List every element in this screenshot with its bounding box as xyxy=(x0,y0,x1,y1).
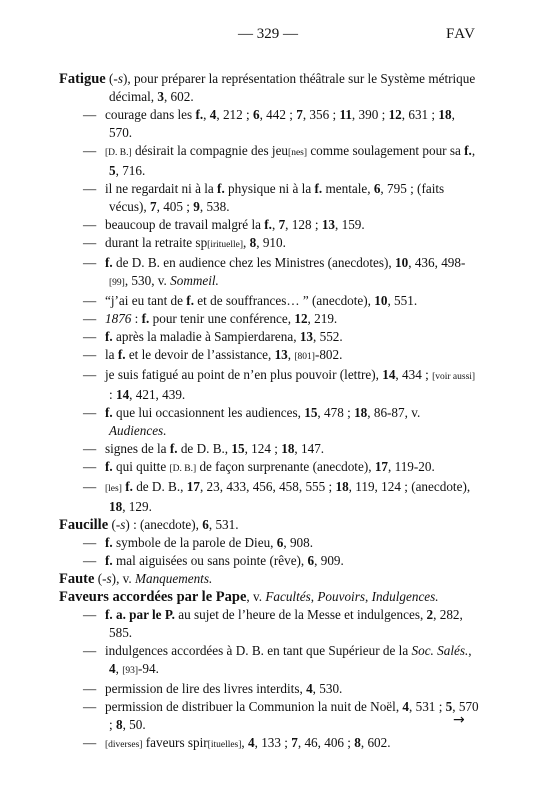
headword: Faveurs accordées par le Pape xyxy=(59,589,247,605)
text: (- xyxy=(108,517,121,532)
volume-ref: 10 xyxy=(374,293,388,308)
text: ) : (anecdote), xyxy=(125,517,203,532)
text: , 531 ; xyxy=(409,699,446,714)
dash: — xyxy=(83,699,97,714)
volume-ref: 12 xyxy=(294,311,308,326)
text: (- xyxy=(105,71,118,86)
text: physique ni à la xyxy=(224,181,315,196)
text: , 716. xyxy=(115,163,146,178)
text: signes de la xyxy=(105,441,170,456)
volume-ref: 10 xyxy=(395,255,409,270)
volume-ref: 18 xyxy=(281,441,295,456)
text: faveurs spir xyxy=(142,735,208,750)
text: ), v. xyxy=(111,571,135,586)
subentry xyxy=(59,552,479,570)
volume-ref: 8 xyxy=(115,717,123,732)
index-entries xyxy=(59,70,479,754)
volume-ref: 14 xyxy=(115,387,130,402)
entry-faute xyxy=(59,570,479,588)
editorial-insert: [99] xyxy=(109,278,125,288)
text: , xyxy=(115,661,123,676)
abbrev: f. xyxy=(314,181,323,196)
text: , 282, 585. xyxy=(109,607,463,640)
text: , 602. xyxy=(163,89,194,104)
subentry xyxy=(59,142,479,180)
subentry xyxy=(59,254,479,292)
headword: Faucille xyxy=(59,517,109,533)
text: , 159. xyxy=(335,217,365,232)
editorial-insert: [voir aussi] xyxy=(432,372,476,382)
dash: — xyxy=(83,479,97,494)
text: beaucoup de travail malgré la xyxy=(105,217,265,232)
entry-faveurs xyxy=(59,588,479,606)
text: , 795 ; (faits vécus), xyxy=(109,181,445,214)
headword: Faute xyxy=(59,571,95,587)
dash: — xyxy=(83,735,97,750)
text: de façon surprenante (anecdote), xyxy=(196,459,375,474)
text: , 530, v. xyxy=(124,273,171,288)
text: symbole de la parole de Dieu, xyxy=(112,535,277,550)
subentry xyxy=(59,440,479,458)
text: , 86-87, v. xyxy=(367,405,421,420)
volume-ref: 13 xyxy=(299,329,313,344)
entry-faucille xyxy=(59,516,479,534)
text: , 390 ; xyxy=(351,107,389,122)
dash: — xyxy=(83,311,97,326)
abbrev: f. xyxy=(464,143,472,158)
abbrev: f. xyxy=(105,405,113,420)
text: -94. xyxy=(138,661,159,676)
subentry xyxy=(59,534,479,552)
text: : xyxy=(131,311,142,326)
volume-ref: 8 xyxy=(354,735,361,750)
subentry xyxy=(59,328,479,346)
volume-ref: 3 xyxy=(157,89,164,104)
dash: — xyxy=(83,681,97,696)
volume-ref: 17 xyxy=(186,479,200,494)
year: 1876 xyxy=(105,311,132,326)
text: , xyxy=(271,217,279,232)
abbrev: f. xyxy=(125,479,133,494)
dash: — xyxy=(83,441,97,456)
text: durant la retraite sp xyxy=(105,235,208,250)
text: , 119, 124 ; (anecdote), xyxy=(348,479,471,494)
text: , 405 ; xyxy=(156,199,194,214)
subentry xyxy=(59,458,479,478)
abbrev: f. xyxy=(105,459,113,474)
text: , 23, 433, 456, 458, 555 ; xyxy=(199,479,336,494)
subentry xyxy=(59,292,479,310)
text: , 219. xyxy=(307,311,338,326)
page-header xyxy=(0,26,548,48)
text: , 50. xyxy=(122,717,146,732)
text: indulgences accordées à D. B. en tant que Supérieur de la xyxy=(105,643,412,658)
abbrev: f. xyxy=(105,329,113,344)
abbrev: f. a. par le P. xyxy=(105,607,175,622)
dash: — xyxy=(83,107,97,122)
text: au sujet de l’heure de la Messe et indulgences, xyxy=(174,607,427,622)
volume-ref: 18 xyxy=(438,107,452,122)
text: , 356 ; xyxy=(302,107,340,122)
text: , 602. xyxy=(360,735,391,750)
abbrev: f. xyxy=(217,181,225,196)
editorial-insert: [ituelles] xyxy=(207,740,242,750)
editorial-insert: [diverses] xyxy=(105,740,143,750)
text: , xyxy=(364,589,372,604)
editorial-insert: [D. B.] xyxy=(169,464,197,474)
text: s xyxy=(106,571,112,586)
abbrev: f. xyxy=(195,107,204,122)
cross-ref: Facultés xyxy=(265,589,311,604)
subentry xyxy=(59,478,479,516)
volume-ref: 18 xyxy=(354,405,368,420)
text: , 570. xyxy=(109,107,455,140)
text: , 442 ; xyxy=(259,107,297,122)
abbrev: f. xyxy=(105,255,113,270)
volume-ref: 6 xyxy=(252,107,260,122)
abbrev: f. xyxy=(264,217,272,232)
volume-ref: 4 xyxy=(109,661,116,676)
text: , xyxy=(241,735,249,750)
cross-ref: Soc. Salés. xyxy=(411,643,469,658)
text: -802. xyxy=(314,347,343,362)
volume-ref: 18 xyxy=(109,499,123,514)
text: , xyxy=(310,589,318,604)
text: , 46, 406 ; xyxy=(297,735,355,750)
text: je suis fatigué au point de n’en plus pouvoir (lettre), xyxy=(105,367,383,382)
volume-ref: 6 xyxy=(276,535,284,550)
text: , 436, 498- xyxy=(408,255,466,270)
text: , 421, 439. xyxy=(129,387,186,402)
dash: — xyxy=(83,607,97,622)
cross-ref: Sommeil. xyxy=(170,273,219,288)
text: après la maladie à Sampierdarena, xyxy=(112,329,300,344)
volume-ref: 9 xyxy=(193,199,200,214)
text: permission de lire des livres interdits, xyxy=(105,681,307,696)
dash: — xyxy=(83,643,97,658)
abbrev: f. xyxy=(186,293,194,308)
dash: — xyxy=(83,367,97,382)
subentry xyxy=(59,642,479,680)
dash: — xyxy=(83,329,97,344)
text: , 570 ; xyxy=(109,699,479,732)
text: , 129. xyxy=(122,499,152,514)
entry-fatigue xyxy=(59,70,479,106)
text: s xyxy=(120,517,126,532)
volume-ref: 4 xyxy=(402,699,410,714)
text: , 531. xyxy=(208,517,239,532)
editorial-insert: [irituelle] xyxy=(207,240,244,250)
text: , 124 ; xyxy=(244,441,282,456)
subentry xyxy=(59,606,479,642)
dash: — xyxy=(83,143,97,158)
subentry xyxy=(59,234,479,254)
volume-ref: 18 xyxy=(335,479,349,494)
editorial-insert: [801] xyxy=(294,352,315,362)
headword: Fatigue xyxy=(59,71,106,87)
text: , 212 ; xyxy=(216,107,253,122)
abbrev: f. xyxy=(169,441,178,456)
text: comme soulagement pour sa xyxy=(307,143,465,158)
editorial-insert: [D. B.] xyxy=(105,148,132,158)
volume-ref: 13 xyxy=(321,217,335,232)
subentry xyxy=(59,180,479,216)
cross-ref: Manquements. xyxy=(135,571,213,586)
text: , xyxy=(203,107,210,122)
text: , xyxy=(243,235,250,250)
text: qui quitte xyxy=(112,459,170,474)
dash: — xyxy=(83,459,97,474)
text: , 434 ; xyxy=(395,367,433,382)
subentry xyxy=(59,346,479,366)
text: , 551. xyxy=(387,293,418,308)
dash: — xyxy=(83,181,97,196)
text: , xyxy=(287,347,295,362)
subentry xyxy=(59,404,479,440)
text: permission de distribuer la Communion la nuit de Noël, xyxy=(105,699,403,714)
text: , 538. xyxy=(199,199,230,214)
running-head: FAV xyxy=(446,26,476,42)
subentry xyxy=(59,216,479,234)
text: et le devoir de l’assistance, xyxy=(125,347,275,362)
editorial-insert: [les] xyxy=(105,484,122,494)
text: , 530. xyxy=(312,681,343,696)
dash: — xyxy=(83,405,97,420)
volume-ref: 17 xyxy=(374,459,388,474)
dash: — xyxy=(83,535,97,550)
subentry xyxy=(59,106,479,142)
volume-ref: 6 xyxy=(202,517,209,532)
volume-ref: 11 xyxy=(339,107,352,122)
volume-ref: 5 xyxy=(109,163,116,178)
volume-ref: 8 xyxy=(249,235,257,250)
text: , 133 ; xyxy=(254,735,292,750)
volume-ref: 15 xyxy=(231,441,245,456)
text: , v. xyxy=(246,589,266,604)
text: mentale, xyxy=(322,181,374,196)
abbrev: f. xyxy=(141,311,150,326)
text: , 478 ; xyxy=(317,405,355,420)
volume-ref: 4 xyxy=(306,681,313,696)
text: : xyxy=(109,387,116,402)
text: , 147. xyxy=(294,441,325,456)
cross-ref: Indulgences. xyxy=(371,589,439,604)
volume-ref: 13 xyxy=(274,347,288,362)
text: , 631 ; xyxy=(401,107,439,122)
abbrev: f. xyxy=(105,553,113,568)
text: “j’ai eu tant de xyxy=(105,293,187,308)
text: mal aiguisées ou sans pointe (rêve), xyxy=(112,553,308,568)
dash: — xyxy=(83,235,97,250)
continue-arrow-icon: → xyxy=(453,712,465,728)
text: courage dans les xyxy=(105,107,196,122)
cross-ref: Pouvoirs xyxy=(317,589,365,604)
editorial-insert: [93] xyxy=(122,666,139,676)
text: il ne regardait ni à la xyxy=(105,181,218,196)
volume-ref: 14 xyxy=(382,367,396,382)
text: désirait la compagnie des jeu xyxy=(131,143,289,158)
volume-ref: 15 xyxy=(304,405,318,420)
text: et de souffrances… ” (anecdote), xyxy=(194,293,375,308)
text: , xyxy=(471,143,476,158)
subentry xyxy=(59,698,479,734)
text: , 128 ; xyxy=(285,217,322,232)
dash: — xyxy=(83,347,97,362)
text: pour tenir une conférence, xyxy=(149,311,295,326)
text: de D. B., xyxy=(132,479,187,494)
dash: — xyxy=(83,293,97,308)
cross-ref: Audiences. xyxy=(109,423,167,438)
volume-ref: 7 xyxy=(296,107,303,122)
text: , 910. xyxy=(256,235,286,250)
text: s xyxy=(117,71,123,86)
volume-ref: 2 xyxy=(426,607,434,622)
volume-ref: 6 xyxy=(307,553,315,568)
subentry xyxy=(59,680,479,698)
dash: — xyxy=(83,553,97,568)
abbrev: f. xyxy=(105,535,113,550)
volume-ref: 12 xyxy=(388,107,402,122)
volume-ref: 6 xyxy=(373,181,381,196)
text: , 552. xyxy=(313,329,343,344)
text: (- xyxy=(94,571,107,586)
text: , 119-20. xyxy=(388,459,435,474)
page-number: — 329 — xyxy=(238,26,298,42)
volume-ref: 7 xyxy=(150,199,157,214)
text: la xyxy=(105,347,118,362)
subentry xyxy=(59,734,479,754)
subentry xyxy=(59,366,479,404)
text: de D. B. en audience chez les Ministres (anecdotes), xyxy=(112,255,396,270)
text: , xyxy=(468,643,472,658)
volume-ref: 5 xyxy=(445,699,453,714)
volume-ref: 4 xyxy=(209,107,217,122)
text: que lui occasionnent les audiences, xyxy=(112,405,305,420)
volume-ref: 7 xyxy=(291,735,298,750)
volume-ref: 7 xyxy=(278,217,286,232)
dash: — xyxy=(83,217,97,232)
text: , 909. xyxy=(314,553,344,568)
abbrev: f. xyxy=(117,347,126,362)
text: ), pour préparer la représentation théâtrale sur le Système métrique décimal, xyxy=(109,71,476,104)
text: de D. B., xyxy=(177,441,232,456)
editorial-insert: [nes] xyxy=(288,148,308,158)
subentry xyxy=(59,310,479,328)
text: , 908. xyxy=(283,535,314,550)
dash: — xyxy=(83,255,97,270)
volume-ref: 4 xyxy=(248,735,255,750)
